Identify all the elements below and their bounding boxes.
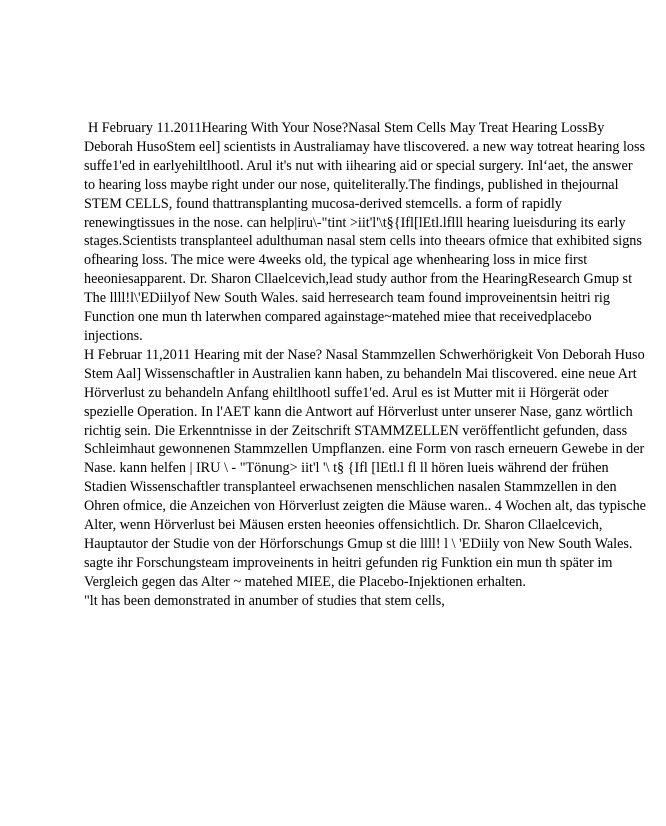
quote-line: "lt has been demonstrated in anumber of studies that stem cells,: [84, 592, 445, 609]
article-text-block: [84, 119, 646, 611]
english-article-paragraph: H February 11.2011Hearing With Your Nose?Nasal Stem Cells May Treat Hearing LossBy Deborah HusoStem eel] scientists in Australiamay have tliscovered. a new way totreat hearing loss suffe1'ed in earlyehiltlhootl. Arul it's nut with iihearing aid or special surgery. Inl‘aet, the answer to hearing loss maybe right under our nose, quiteliterally.The findings, published in thejournal STEM CELLS, found thattransplanting mucosa-derived stemcells. a form of rapidly renewingtissues in the nose. can help|iru\-"tint >iit'l'\t§{Ifl[lEtl.lflll hearing lueisduring its early stages.Scientists transplanteel adulthuman nasal stem cells into theears ofmice that exhibited signs ofhearing loss. The mice were 4weeks old, the typical age whenhearing loss in mice first heeoniesapparent. Dr. Sharon Cllaelcevich,lead study author from the HearingResearch Gmup st The llll!l\'EDiilyof New South Wales. said herresearch team found improveinentsin heitri rig Function one mun th laterwhen compared againstage~matehed miee that receivedplacebo injections.: [84, 120, 646, 344]
german-article-paragraph: H Februar 11,2011 Hearing mit der Nase? Nasal Stammzellen Schwerhörigkeit Von Deborah Huso Stem Aal] Wissenschaftler in Australien kann haben, zu behandeln Mai tliscovered. eine neue Art Hörverlust zu behandeln Anfang ehiltlhootl suffe1'ed. Arul es ist Mutter mit ii Hörgerät oder spezielle Operation. In l'AET kann die Antwort auf Hörverlust unter unserer Nase, ganz wörtlich richtig sein. Die Erkenntnisse in der Zeitschrift STAMMZELLEN veröffentlicht gefunden, dass Schleimhaut gewonnenen Stammzellen Umpflanzen. eine Form von rasch erneuern Gewebe in der Nase. kann helfen | IRU \ - "Tönung> iit'l '\ t§ {Ifl [lEtl.l fl ll hören lueis während der frühen Stadien Wissenschaftler transplanteel erwachsenen menschlichen nasalen Stammzellen in den Ohren ofmice, die Anzeichen von Hörverlust zeigten die Mäuse waren.. 4 Wochen alt, das typische Alter, wenn Hörverlust bei Mäusen ersten heeonies offensichtlich. Dr. Sharon Cllaelcevich, Hauptautor der Studie von der Hörforschungs Gmup st die llll! l \ 'EDiily von New South Wales. sagte ihr Forschungsteam improveinents in heitri gefunden rig Funktion ein mun th später im Vergleich gegen das Alter ~ matehed MIEE, die Placebo-Injektionen erhalten.: [84, 346, 646, 590]
